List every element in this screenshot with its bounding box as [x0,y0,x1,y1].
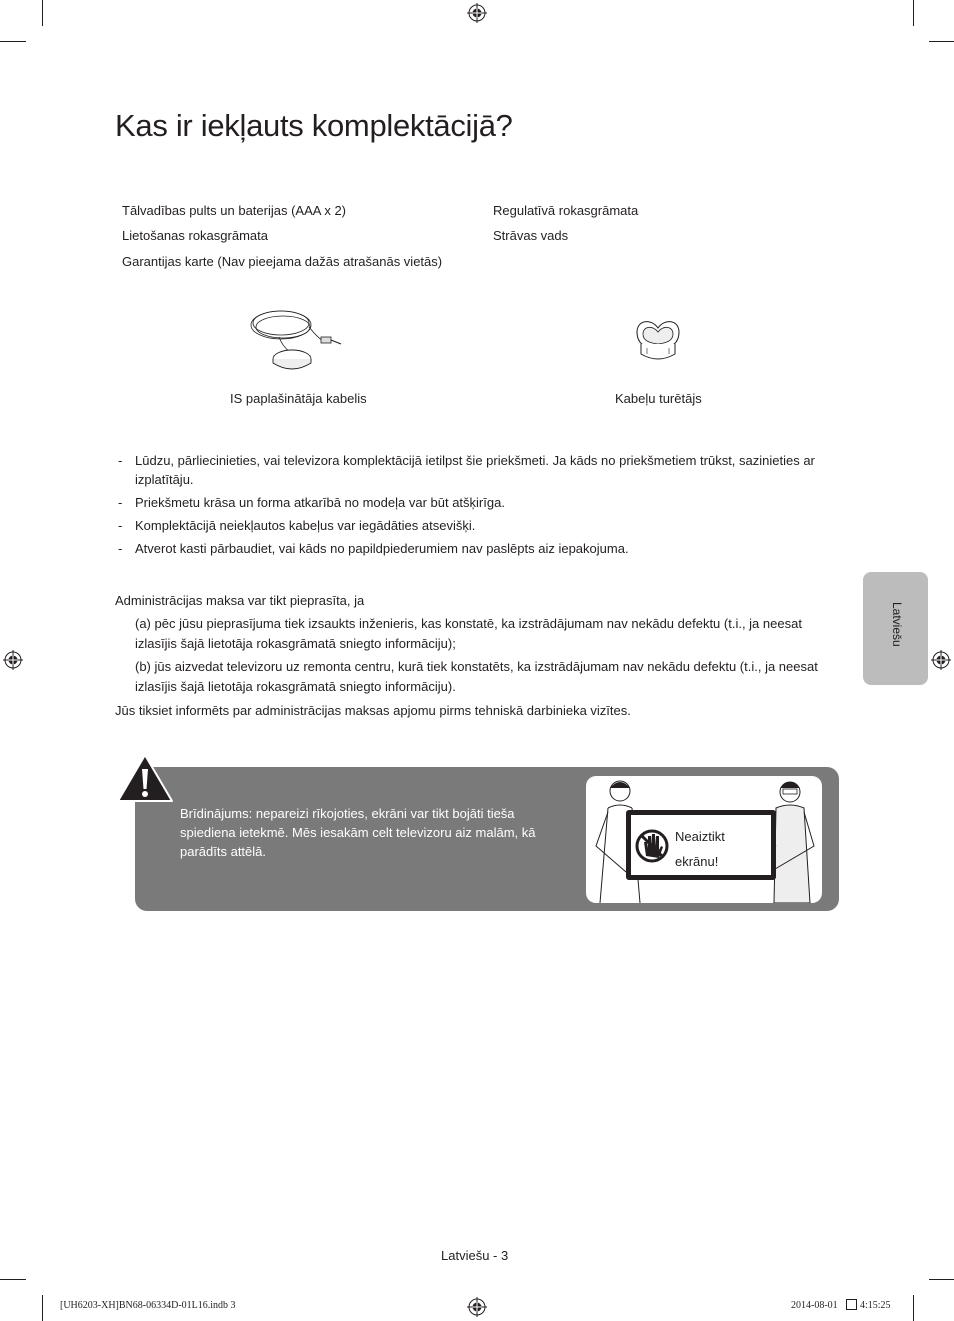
crop-mark [913,0,914,26]
note-item: - Priekšmetu krāsa un forma atkarībā no modeļa var būt atšķirīga. [115,493,835,512]
registration-mark-icon [3,650,23,670]
note-item: - Atverot kasti pārbaudiet, vai kāds no papildpiederumiem nav paslēpts aiz iepakojuma. [115,539,835,558]
warning-triangle-icon [116,753,174,803]
language-side-tab [863,572,928,685]
cable-holder-illustration [633,318,683,364]
crop-mark [0,1279,26,1280]
crop-mark [0,41,26,42]
note-item: - Lūdzu, pārliecinieties, vai televizora komplektācijā ietilpst šie priekšmeti. Ja kāds no priekšmetiem trūkst, sazinieties ar izplatītāju. [115,451,835,489]
warning-text [180,804,550,861]
registration-mark-icon [467,3,487,23]
slug-time: 4:15:25 [860,1300,891,1311]
warning-label: Brīdinājums [180,806,249,821]
admin-outro: Jūs tiksiet informēts par administrācijas maksas apjomu pirms tehniskā darbinieka vizītes. [115,703,631,718]
admin-case-b: (b) jūs aizvedat televizoru uz remonta centru, kurā tiek konstatēts, ka izstrādājumam nav nekādu defektu (t.i., ja neesat izlasījis šajā lietotāja rokasgrāmatā sniegto informāciju). [135,659,818,694]
admin-case-a: (a) pēc jūsu pieprasījuma tiek izsaukts inženieris, kas konstatē, ka izstrādājumam nav nekādu defektu (t.i., ja neesat izlasījis šajā lietotāja rokasgrāmatā sniegto informāciju); [135,616,802,651]
cable-holder-caption: Kabeļu turētājs [615,391,702,406]
slug-file: [UH6203-XH]BN68-06334D-01L16.indb 3 [60,1300,236,1311]
side-tab-label: Latviešu [890,602,904,647]
admin-intro: Administrācijas maksa var tikt pieprasīta, ja [115,593,365,608]
crop-mark [913,1295,914,1321]
registration-mark-icon [467,1297,487,1317]
item-user-manual: Lietošanas rokasgrāmata [122,228,268,243]
registration-mark-icon [931,650,951,670]
crop-mark [929,41,954,42]
page-number: Latviešu - 3 [441,1248,509,1263]
crop-mark [42,1295,43,1321]
warning-body: : nepareizi rīkojoties, ekrāni var tikt bojāti tieša spiediena ietekmē. Mēs iesakām celt televizoru aiz malām, kā parādīts attēlā. [180,806,536,859]
slug-date: 2014-08-01 [791,1300,838,1311]
crop-mark [929,1279,954,1280]
crop-mark [42,0,43,26]
page-title: Kas ir iekļauts komplektācijā? [115,108,513,143]
lift-tv-illustration [586,776,822,903]
ir-cable-illustration [245,303,345,375]
item-regulatory-guide: Regulatīvā rokasgrāmata [493,203,639,218]
slug-box-icon [846,1299,857,1310]
illus-caption-line2: ekrānu! [675,854,719,869]
notes-list [115,451,835,562]
item-warranty-card: Garantijas karte (Nav pieejama dažās atrašanās vietās) [122,254,443,269]
illus-caption-line1: Neaiztikt [675,829,725,844]
note-item: - Komplektācijā neiekļautos kabeļus var iegādāties atsevišķi. [115,516,835,535]
item-remote: Tālvadības pults un baterijas (AAA x 2) [122,203,347,218]
item-power-cord: Strāvas vads [493,228,569,243]
ir-cable-caption: IS paplašinātāja kabelis [230,391,367,406]
